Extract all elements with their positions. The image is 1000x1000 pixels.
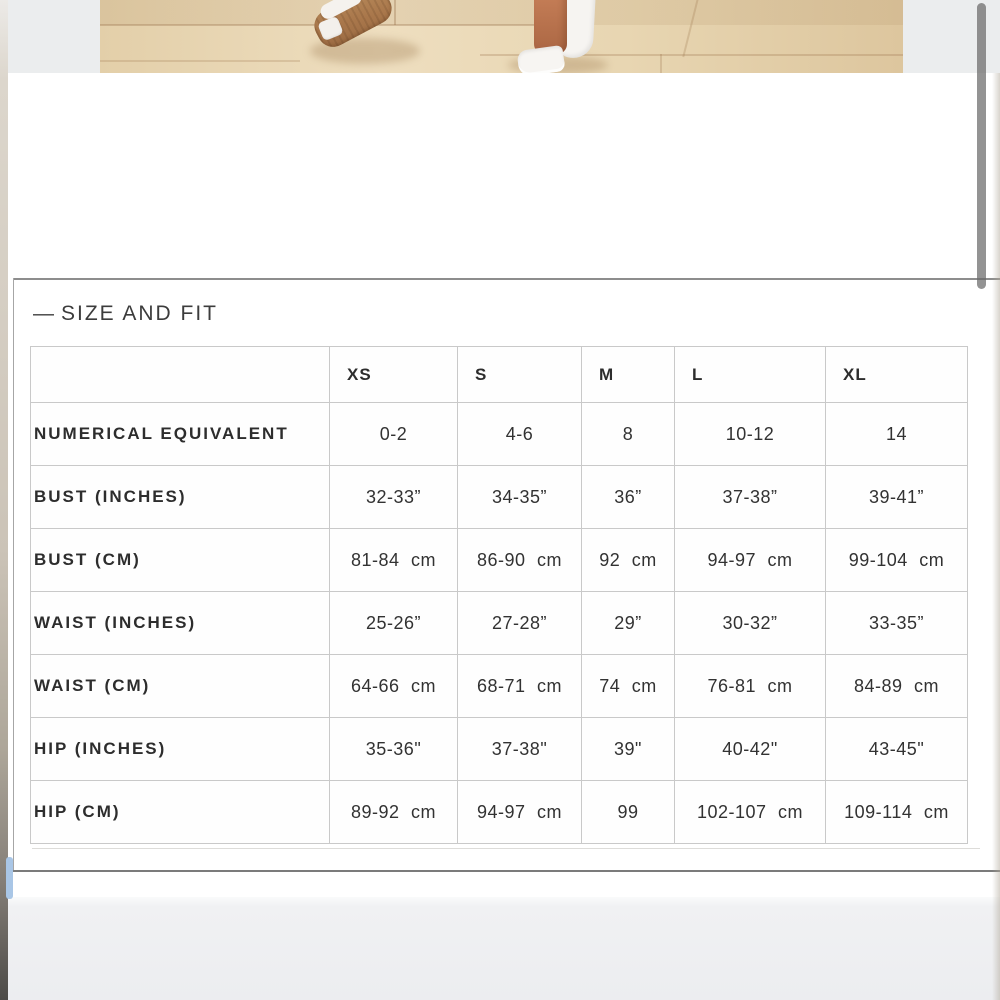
product-photo[interactable] [100, 0, 903, 73]
cell-value: 76-81 cm [675, 655, 826, 718]
table-row [31, 781, 968, 844]
col-header-s: S [458, 347, 582, 403]
cell-value: 10-12 [675, 403, 826, 466]
cell-value: 34-35” [458, 466, 582, 529]
table-row [31, 403, 968, 466]
wood-plank-seam [660, 54, 662, 73]
right-shoe-front [516, 45, 565, 73]
row-label: BUST (CM) [31, 529, 330, 592]
table-bottom-shadow [32, 848, 980, 849]
cell-value: 29” [582, 592, 675, 655]
cell-value: 99 [582, 781, 675, 844]
cell-value: 109-114 cm [826, 781, 968, 844]
cell-value: 30-32” [675, 592, 826, 655]
cell-value: 39" [582, 718, 675, 781]
cell-value: 92 cm [582, 529, 675, 592]
row-label: NUMERICAL EQUIVALENT [31, 403, 330, 466]
table-row [31, 592, 968, 655]
cell-value: 81-84 cm [330, 529, 458, 592]
cell-value: 68-71 cm [458, 655, 582, 718]
table-row [31, 655, 968, 718]
panel-top-border [13, 278, 1000, 280]
cell-value: 4-6 [458, 403, 582, 466]
cell-value: 37-38" [458, 718, 582, 781]
row-label: WAIST (INCHES) [31, 592, 330, 655]
table-row [31, 529, 968, 592]
wood-plank-seam [100, 60, 300, 62]
cell-value: 32-33” [330, 466, 458, 529]
cell-value: 40-42" [675, 718, 826, 781]
row-label: HIP (CM) [31, 781, 330, 844]
cell-value: 94-97 cm [675, 529, 826, 592]
heading-dash: — [33, 302, 54, 325]
size-and-fit-heading [33, 302, 218, 326]
cell-value: 0-2 [330, 403, 458, 466]
cell-value: 86-90 cm [458, 529, 582, 592]
cell-value: 14 [826, 403, 968, 466]
row-label: HIP (INCHES) [31, 718, 330, 781]
cell-value: 25-26” [330, 592, 458, 655]
cell-value: 99-104 cm [826, 529, 968, 592]
cell-value: 33-35” [826, 592, 968, 655]
table-row [31, 718, 968, 781]
row-label: BUST (INCHES) [31, 466, 330, 529]
col-header-l: L [675, 347, 826, 403]
cell-value: 102-107 cm [675, 781, 826, 844]
panel-bottom-border [8, 870, 1000, 872]
row-label: WAIST (CM) [31, 655, 330, 718]
cell-value: 37-38” [675, 466, 826, 529]
corner-cell [31, 347, 330, 403]
table-row [31, 466, 968, 529]
cell-value: 27-28” [458, 592, 582, 655]
col-header-xl: XL [826, 347, 968, 403]
cell-value: 89-92 cm [330, 781, 458, 844]
cell-value: 64-66 cm [330, 655, 458, 718]
cell-value: 94-97 cm [458, 781, 582, 844]
wood-plank-seam [394, 0, 396, 25]
size-header-row [31, 347, 968, 403]
left-peek-element [6, 857, 13, 899]
cell-value: 74 cm [582, 655, 675, 718]
left-edge-strip [0, 0, 8, 1000]
cell-value: 36” [582, 466, 675, 529]
size-chart-table [30, 346, 968, 844]
heading-title: SIZE AND FIT [61, 302, 219, 325]
panel-left-border [13, 278, 14, 872]
col-header-m: M [582, 347, 675, 403]
bottom-background [8, 897, 1000, 1000]
cell-value: 35-36" [330, 718, 458, 781]
wood-plank-seam [682, 0, 699, 57]
cell-value: 8 [582, 403, 675, 466]
col-header-xs: XS [330, 347, 458, 403]
cell-value: 84-89 cm [826, 655, 968, 718]
cell-value: 43-45" [826, 718, 968, 781]
scrollbar-thumb[interactable] [977, 3, 986, 289]
right-edge-shade [992, 73, 1000, 1000]
cell-value: 39-41” [826, 466, 968, 529]
